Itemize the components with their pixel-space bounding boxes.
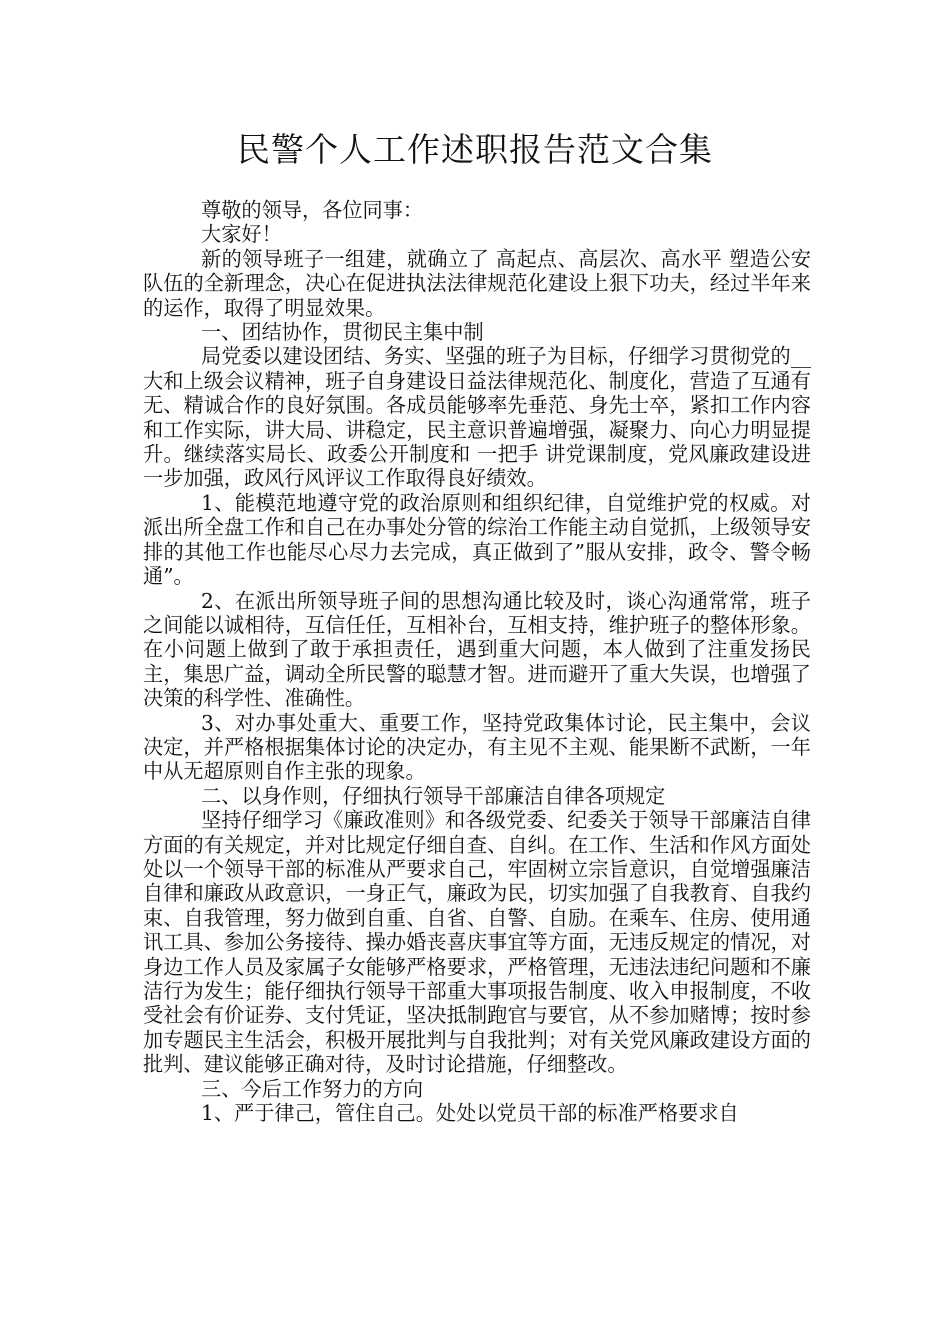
section-heading-3: 三、今后工作努力的方向 <box>201 1076 424 1101</box>
salutation: 尊敬的领导，各位同事： <box>201 198 424 222</box>
document-title: 民警个人工作述职报告范文合集 <box>237 130 713 169</box>
section-3-item-1: 1、严于律己，管住自己。处处以党员干部的标准严格要求自 <box>201 1101 739 1126</box>
section-1-item-3: 3、对办事处重大、重要工作，坚持党政集体讨论，民主集中，会议决定，并严格根据集体讨论的决定办，有主见不主观、能果断不武断，一年中从无超原则自作主张的现象。 <box>143 710 811 784</box>
section-heading-2: 二、以身作则，仔细执行领导干部廉洁自律各项规定 <box>201 783 666 808</box>
section-1-item-2: 2、在派出所领导班子间的思想沟通比较及时，谈心沟通常常，班子之间能以诚相待，互信任任，互相补台，互相支持，维护班子的整体形象。在小问题上做到了敢于承担责任，遇到重大问题，本人做到了注重发扬民主，集思广益，调动全所民警的聪慧才智。进而避开了重大失误，也增强了决策的科学性、准确性。 <box>143 588 811 711</box>
greeting: 大家好！ <box>201 222 282 247</box>
section-heading-1: 一、团结协作，贯彻民主集中制 <box>201 320 484 345</box>
section-1-paragraph: 局党委以建设团结、务实、坚强的班子为目标，仔细学习贯彻党的__大和上级会议精神，班子自身建设日益法律规范化、制度化，营造了互通有无、精诚合作的良好氛围。各成员能够率先垂范、身先士卒，紧扣工作内容和工作实际，讲大局、讲稳定，民主意识普遍增强，凝聚力、向心力明显提升。继续落实局长、政委公开制度和 一把手 讲党课制度，党风廉政建设进一步加强，政风行风评议工作取得良好绩效。 <box>143 344 811 491</box>
section-1-item-1: 1、能模范地遵守党的政治原则和组织纪律，自觉维护党的权威。对派出所全盘工作和自己在办事处分管的综治工作能主动自觉抓，上级领导安排的其他工作也能尽心尽力去完成，真正做到了”服从安排，政令、警令畅通”。 <box>143 490 811 589</box>
intro-paragraph: 新的领导班子一组建，就确立了 高起点、高层次、高水平 塑造公安队伍的全新理念，决心在促进执法法律规范化建设上狠下功夫，经过半年来的运作，取得了明显效果。 <box>143 246 811 320</box>
section-2-paragraph: 坚持仔细学习《廉政准则》和各级党委、纪委关于领导干部廉洁自律方面的有关规定，并对比规定仔细自查、自纠。在工作、生活和作风方面处处以一个领导干部的标准从严要求自己，牢固树立宗旨意识，自觉增强廉洁自律和廉政从政意识，一身正气，廉政为民，切实加强了自我教育、自我约束、自我管理，努力做到自重、自省、自警、自励。在乘车、住房、使用通讯工具、参加公务接待、操办婚丧喜庆事宜等方面，无违反规定的情况，对身边工作人员及家属子女能够严格要求，严格管理，无违法违纪问题和不廉洁行为发生；能仔细执行领导干部重大事项报告制度、收入申报制度，不收受社会有价证券、支付凭证，坚决抵制跑官与要官，从不参加赌博；按时参加专题民主生活会，积极开展批判与自我批判；对有关党风廉政建设方面的批判、建议能够正确对待，及时讨论措施，仔细整改。 <box>143 808 811 1077</box>
document-body <box>143 198 811 1125</box>
